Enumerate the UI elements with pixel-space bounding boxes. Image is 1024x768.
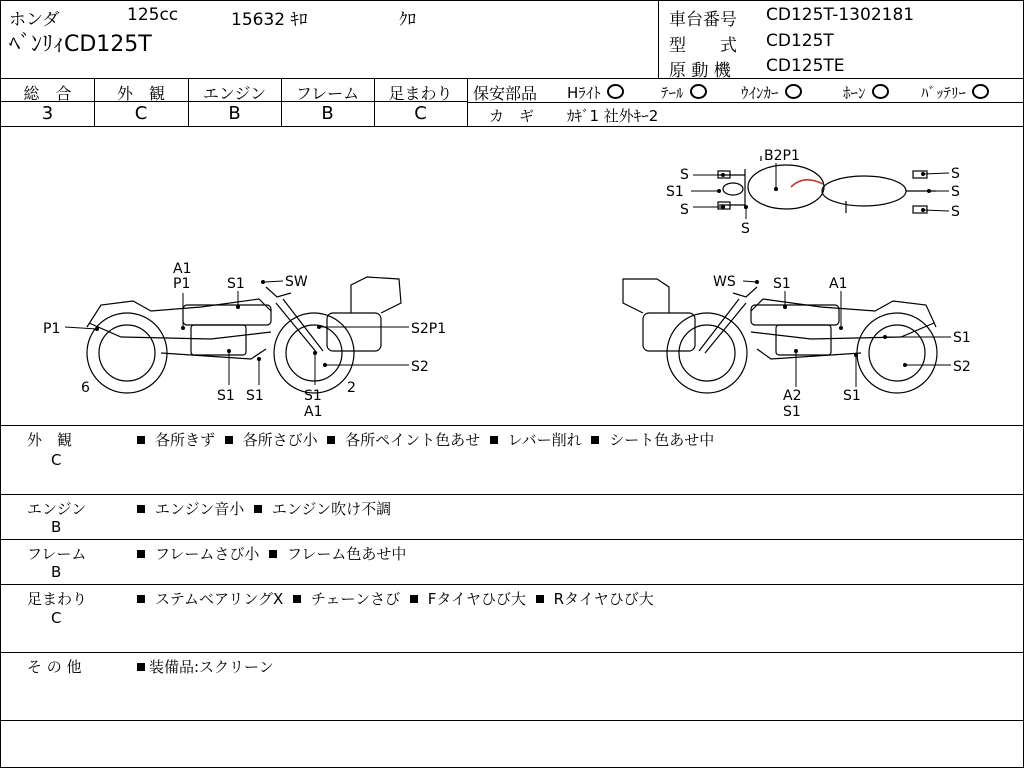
safety-horn: ﾎｰﾝ <box>843 82 889 103</box>
color: ｸﾛ <box>399 10 416 30</box>
engine-label: 原 動 機 <box>669 61 731 81</box>
note-list-other: 装備品:スクリーン <box>137 656 274 677</box>
right-label: S1 <box>953 330 971 346</box>
note-grade-engine: B <box>51 518 62 536</box>
bullet-icon <box>591 436 599 444</box>
model-name: ﾍﾞﾝﾘｨCD125T <box>9 32 152 57</box>
right-label: S1 <box>843 388 861 404</box>
right-view-pointers <box>743 281 951 387</box>
top-label: B2P1 <box>764 148 800 164</box>
top-label: S <box>951 166 960 182</box>
bullet-icon <box>410 595 418 603</box>
left-view-pointers <box>65 281 409 385</box>
note-grade-exterior: C <box>51 451 62 469</box>
note-list-frame: フレームさび小 フレーム色あせ中 <box>137 543 406 564</box>
bullet-icon <box>269 550 277 558</box>
grade-total-label: 総 合 <box>23 84 72 103</box>
engine-value: CD125TE <box>766 56 845 76</box>
right-label: S1 <box>783 404 801 420</box>
right-label: A1 <box>829 276 848 292</box>
safety-taillight: ﾃｰﾙ <box>661 82 707 103</box>
top-label: S <box>680 202 689 218</box>
safety-headlight: Hﾗｲﾄ <box>567 82 624 103</box>
left-label: A1 <box>304 404 323 420</box>
bullet-icon <box>137 550 145 558</box>
left-label: SW <box>285 274 308 290</box>
note-cat-frame: フレーム <box>27 545 87 563</box>
right-label: S1 <box>773 276 791 292</box>
grade-frame-label: フレーム <box>295 84 360 103</box>
status-ok-icon <box>607 84 624 99</box>
safety-label: 保安部品 <box>473 84 538 103</box>
bullet-icon <box>536 595 544 603</box>
right-view-bike <box>623 279 937 393</box>
top-label: S <box>951 184 960 200</box>
bullet-icon <box>225 436 233 444</box>
bullet-icon <box>254 505 262 513</box>
type-label: 型 式 <box>669 36 737 56</box>
bike-diagram <box>1 127 1023 425</box>
right-label: WS <box>713 274 736 290</box>
note-list-engine: エンジン音小 エンジン吹け不調 <box>137 498 391 519</box>
bullet-icon <box>137 595 145 603</box>
left-label: S1 <box>304 388 322 404</box>
top-label: S <box>680 167 689 183</box>
note-cat-engine: エンジン <box>27 500 87 518</box>
grade-exterior-label: 外 観 <box>116 84 165 103</box>
right-label: S2 <box>953 359 971 375</box>
left-label: P1 <box>43 321 61 337</box>
left-label: S1 <box>227 276 245 292</box>
left-view-bike <box>87 277 401 393</box>
grade-suspension-label: 足まわり <box>388 84 453 103</box>
bullet-icon <box>490 436 498 444</box>
note-cat-suspension: 足まわり <box>27 590 88 608</box>
grade-total-value: 3 <box>41 103 54 124</box>
left-label: S1 <box>246 388 264 404</box>
grade-exterior-value: C <box>134 103 148 124</box>
key-value: ｶｷﾞ1 社外ｷｰ2 <box>567 107 659 125</box>
chassis-label: 車台番号 <box>669 10 737 30</box>
safety-winker: ｳｲﾝｶｰ <box>741 82 802 103</box>
chassis-value: CD125T-1302181 <box>766 5 915 25</box>
left-label: S2P1 <box>411 321 447 337</box>
maker: ホンダ <box>9 10 60 30</box>
bullet-icon <box>293 595 301 603</box>
note-grade-suspension: C <box>51 609 62 627</box>
left-label: 2 <box>347 380 356 396</box>
key-label: カ ギ <box>489 107 535 125</box>
bullet-icon <box>327 436 335 444</box>
grade-frame-value: B <box>321 103 334 124</box>
left-label: P1 <box>173 276 191 292</box>
status-ok-icon <box>872 84 889 99</box>
top-label: S <box>741 221 750 237</box>
note-list-suspension: ステムベアリングX チェーンさび Fタイヤひび大 Rタイヤひび大 <box>137 588 654 609</box>
note-grade-frame: B <box>51 563 62 581</box>
right-label: A2 <box>783 388 802 404</box>
mileage: 15632 ｷﾛ <box>231 10 308 30</box>
grade-engine-value: B <box>228 103 241 124</box>
top-label: S1 <box>666 184 684 200</box>
displacement: 125cc <box>127 5 179 25</box>
status-ok-icon <box>972 84 989 99</box>
note-list-exterior: 各所きず 各所さび小 各所ペイント色あせ レバー削れ シート色あせ中 <box>137 429 714 450</box>
bullet-icon <box>137 436 145 444</box>
status-ok-icon <box>785 84 802 99</box>
top-view-bike <box>718 156 936 213</box>
note-cat-exterior: 外 観 <box>27 431 73 449</box>
type-value: CD125T <box>766 31 834 51</box>
left-label: A1 <box>173 261 192 277</box>
safety-battery: ﾊﾞｯﾃﾘｰ <box>921 82 989 103</box>
grade-engine-label: エンジン <box>202 84 267 103</box>
grade-suspension-value: C <box>414 103 427 124</box>
left-label: 6 <box>81 380 90 396</box>
left-label: S1 <box>217 388 235 404</box>
bullet-icon <box>137 505 145 513</box>
top-label: S <box>951 204 960 220</box>
left-label: S2 <box>411 359 429 375</box>
status-ok-icon <box>690 84 707 99</box>
bullet-icon <box>137 663 145 671</box>
note-cat-other: そ の 他 <box>27 658 82 676</box>
